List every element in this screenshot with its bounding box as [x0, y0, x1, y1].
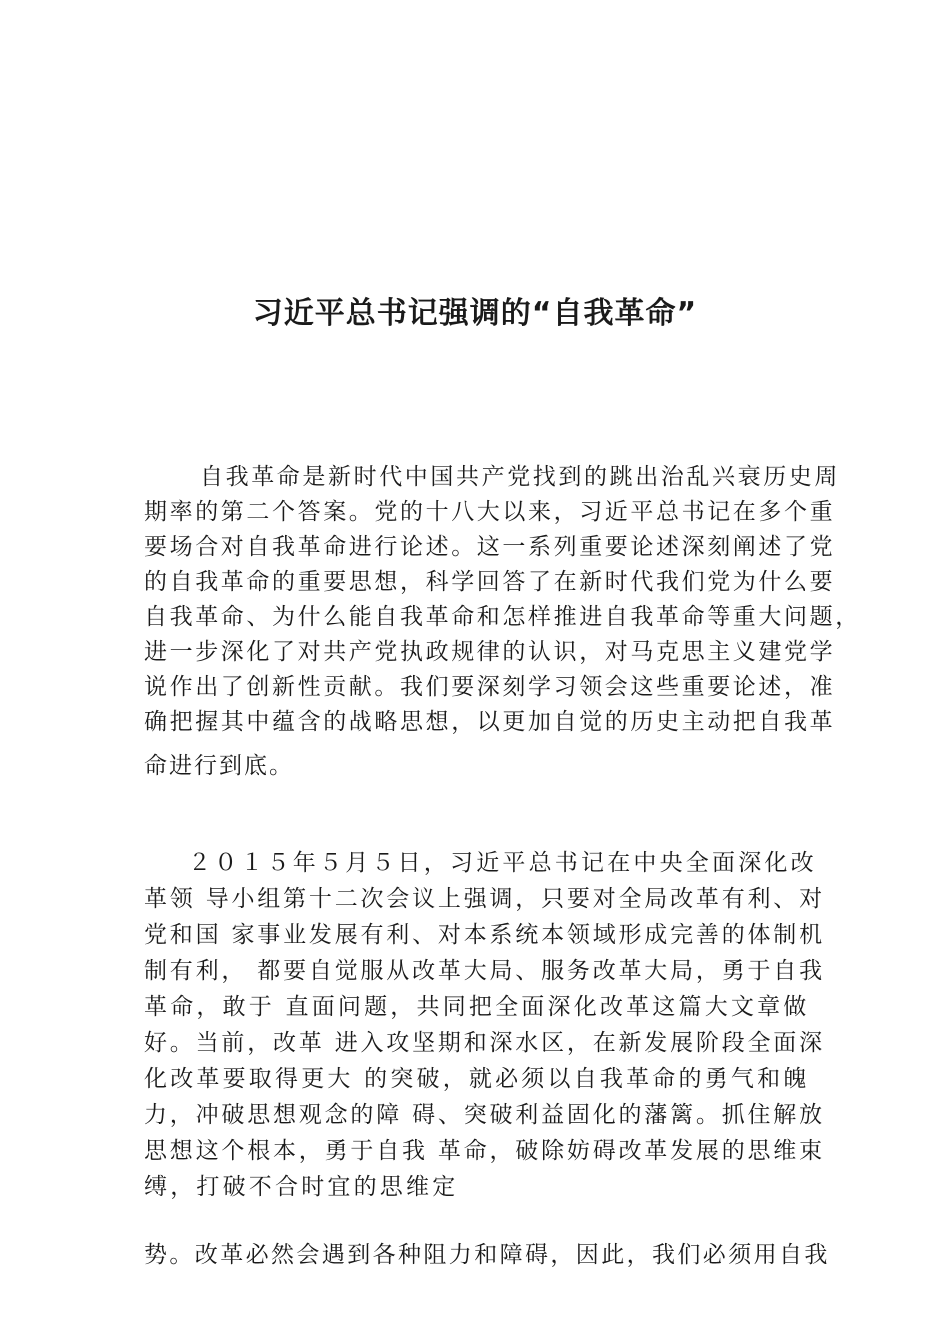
paragraph-2-line: 革命，敢于 直面问题，共同把全面深化改革这篇大文章做 [144, 994, 810, 1020]
paragraph-2-line: 思想这个根本，勇于自我 革命，破除妨碍改革发展的思维束 [144, 1138, 825, 1164]
paragraph-1-line: 确把握其中蕴含的战略思想，以更加自觉的历史主动把自我革 [144, 709, 836, 735]
paragraph-2-line: ２０１５年５月５日，习近平总书记在中央全面深化改 [188, 850, 817, 876]
paragraph-2-line: 制有利， 都要自觉服从改革大局、服务改革大局，勇于自我 [144, 958, 825, 984]
paragraph-2-line: 革领 导小组第十二次会议上强调，只要对全局改革有利、对 [144, 886, 825, 912]
paragraph-2-line: 缚，打破不合时宜的思维定 [144, 1174, 459, 1200]
paragraph-1-line: 期率的第二个答案。党的十八大以来，习近平总书记在多个重 [144, 499, 836, 525]
paragraph-2-line: 好。当前，改革 进入攻坚期和深水区，在新发展阶段全面深 [144, 1030, 825, 1056]
paragraph-1-line: 要场合对自我革命进行论述。这一系列重要论述深刻阐述了党 [144, 534, 836, 560]
paragraph-1-line: 的自我革命的重要思想，科学回答了在新时代我们党为什么要 [144, 569, 836, 595]
paragraph-1-line: 进一步深化了对共产党执政规律的认识，对马克思主义建党学 [144, 639, 836, 665]
paragraph-2-line: 党和国 家事业发展有利、对本系统本领域形成完善的体制机 [144, 922, 825, 948]
paragraph-1-line: 自我革命是新时代中国共产党找到的跳出治乱兴衰历史周 [200, 464, 840, 490]
paragraph-2-line: 力，冲破思想观念的障 碍、突破利益固化的藩篱。抓住解放 [144, 1102, 825, 1128]
paragraph-1-line: 命进行到底。 [144, 753, 294, 779]
paragraph-2-line: 化改革要取得更大 的突破，就必须以自我革命的勇气和魄 [144, 1066, 810, 1092]
paragraph-2-line: 势。改革必然会遇到各种阻力和障碍，因此，我们必须用自我 [144, 1242, 830, 1268]
paragraph-1-line: 自我革命、为什么能自我革命和怎样推进自我革命等重大问题， [144, 604, 861, 630]
paragraph-1-line: 说作出了创新性贡献。我们要深刻学习领会这些重要论述，准 [144, 674, 836, 700]
document-title: 习近平总书记强调的“自我革命” [252, 296, 698, 331]
